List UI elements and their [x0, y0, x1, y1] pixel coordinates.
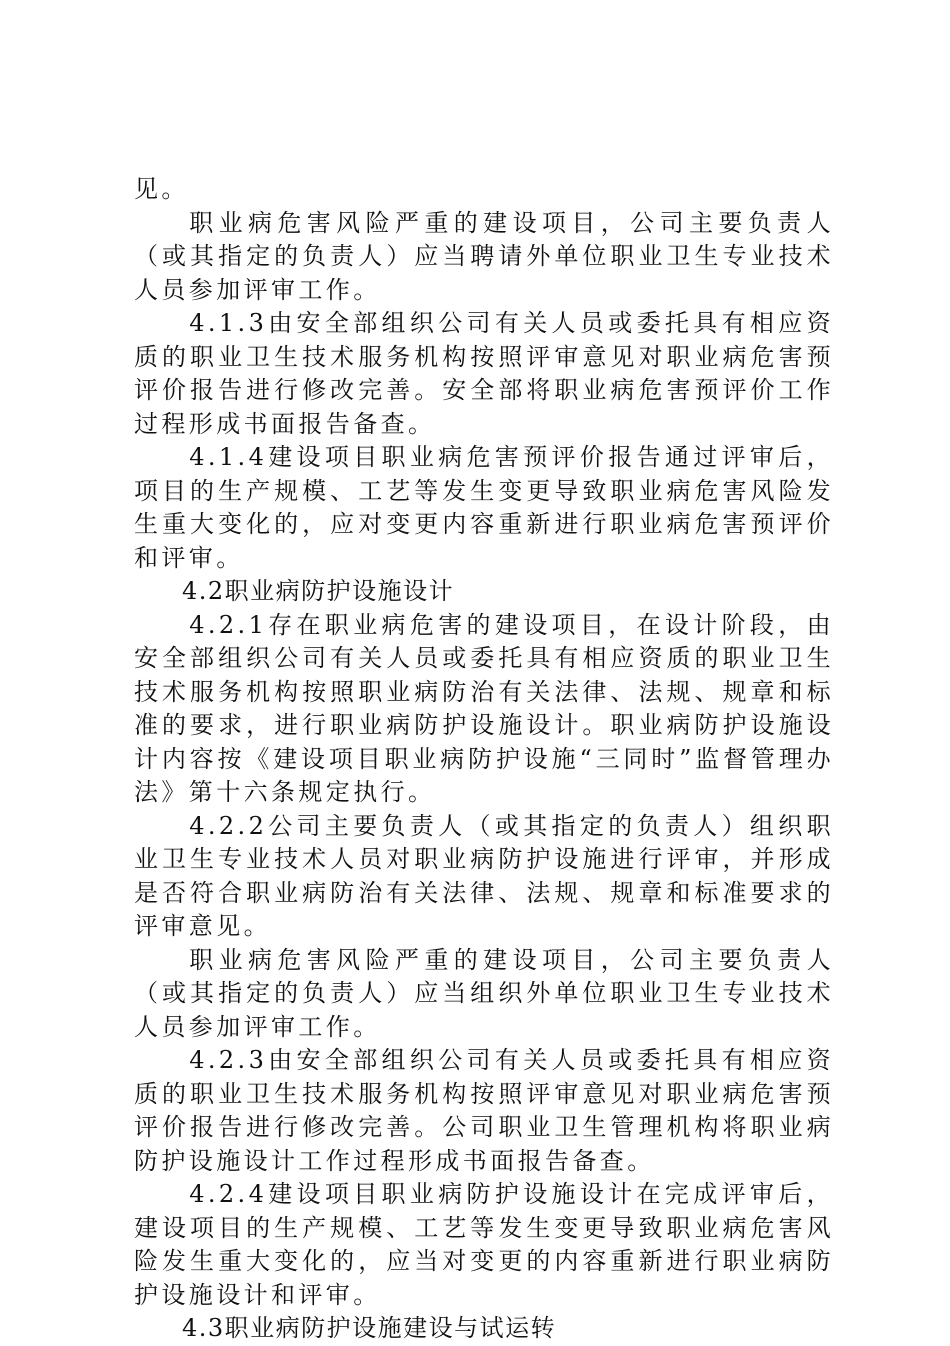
paragraph-4-2-3: 4.2.3由安全部组织公司有关人员或委托具有相应资质的职业卫生技术服务机构按照评审意见对职业病危害预评价报告进行修改完善。公司职业卫生管理机构将职业病防护设施设计工作过程形成书面报告备查。: [134, 1046, 834, 1175]
document-body: [134, 173, 834, 1346]
paragraph-4-2-2: 4.2.2公司主要负责人（或其指定的负责人）组织职业卫生专业技术人员对职业病防护设施进行评审，并形成是否符合职业病防治有关法律、法规、规章和标准要求的评审意见。: [134, 811, 834, 940]
paragraph-4-2-1: 4.2.1存在职业病危害的建设项目，在设计阶段，由安全部组织公司有关人员或委托具有相应资质的职业卫生技术服务机构按照职业病防治有关法律、法规、规章和标准的要求，进行职业病防护设施设计。职业病防护设施设计内容按《建设项目职业病防护设施“三同时”监督管理办法》第十六条规定执行。: [134, 610, 834, 806]
paragraph-4-1-4: 4.1.4建设项目职业病危害预评价报告通过评审后，项目的生产规模、工艺等发生变更导致职业病危害风险发生重大变化的，应对变更内容重新进行职业病危害预评价和评审。: [134, 443, 834, 572]
section-heading-4-2: 4.2职业病防护设施设计: [182, 577, 455, 605]
paragraph-continuation: 见。: [134, 175, 189, 203]
paragraph-4-2-4: 4.2.4建设项目职业病防护设施设计在完成评审后，建设项目的生产规模、工艺等发生变更导致职业病危害风险发生重大变化的，应当对变更的内容重新进行职业病防护设施设计和评审。: [134, 1180, 834, 1309]
paragraph: 职业病危害风险严重的建设项目，公司主要负责人（或其指定的负责人）应当聘请外单位职业卫生专业技术人员参加评审工作。: [134, 208, 834, 304]
section-heading-4-3: 4.3职业病防护设施建设与试运转: [182, 1314, 557, 1342]
paragraph-4-1-3: 4.1.3由安全部组织公司有关人员或委托具有相应资质的职业卫生技术服务机构按照评审意见对职业病危害预评价报告进行修改完善。安全部将职业病危害预评价工作过程形成书面报告备查。: [134, 309, 834, 438]
paragraph: 职业病危害风险严重的建设项目，公司主要负责人（或其指定的负责人）应当组织外单位职业卫生专业技术人员参加评审工作。: [134, 945, 834, 1041]
